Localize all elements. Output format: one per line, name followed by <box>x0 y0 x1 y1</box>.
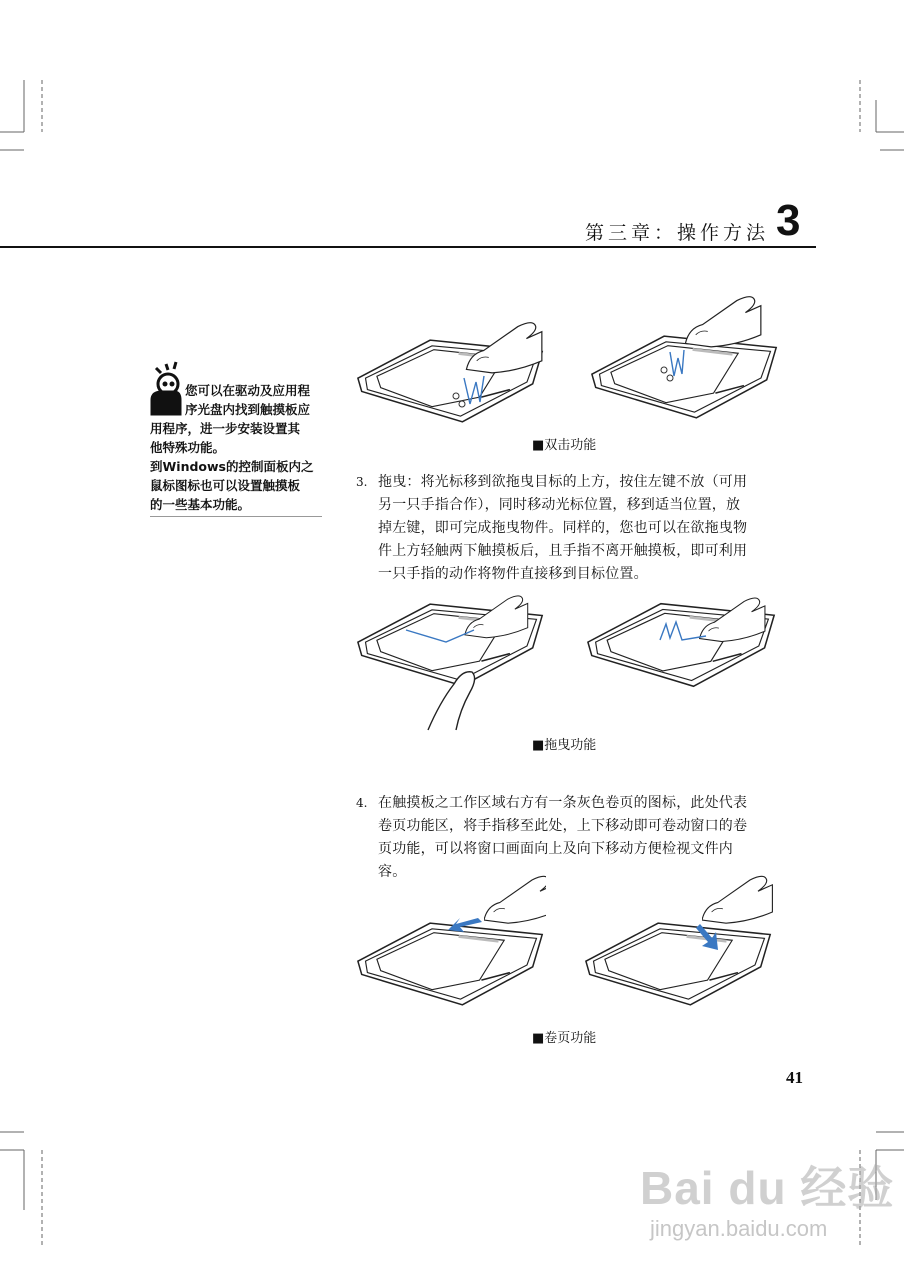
note-line-6: 鼠标图标也可以设置触摸板 <box>150 478 301 493</box>
lightbulb-note-icon <box>148 360 188 416</box>
drag-caption: ■拖曳功能 <box>532 738 597 753</box>
item-3-line-3: 掉左键，即可完成拖曳物件。同样的，您也可以在欲拖曳物 <box>378 520 748 536</box>
note-line-7: 的一些基本功能。 <box>150 497 251 512</box>
note-line-4: 他特殊功能。 <box>150 440 226 455</box>
item-3-line-5: 一只手指的动作将物件直接移到目标位置。 <box>378 566 648 582</box>
item-4-line-1: 在触摸板之工作区域右方有一条灰色卷页的图标，此处代表 <box>378 795 748 811</box>
item-3-line-2: 另一只手指合作），同时移动光标位置，移到适当位置，放 <box>378 497 741 513</box>
scroll-caption: ■卷页功能 <box>532 1031 597 1046</box>
item-4-line-2: 卷页功能区，将手指移至此处，上下移动即可卷动窗口的卷 <box>378 818 748 834</box>
page-number: 41 <box>786 1068 803 1087</box>
double-click-figure-left <box>356 318 546 430</box>
drag-figure-right <box>586 594 778 690</box>
watermark-url: jingyan.baidu.com <box>650 1216 828 1241</box>
chapter-title: 第三章：操作方法 <box>585 222 770 244</box>
baidu-watermark: Bai du 经验 <box>640 1162 895 1214</box>
item-3-line-1: 拖曳：将光标移到欲拖曳目标的上方，按住左键不放（可用 <box>378 474 748 490</box>
header-rule <box>0 246 816 248</box>
scroll-figure-right <box>584 872 774 1012</box>
item-4-line-4: 容。 <box>378 864 407 880</box>
scroll-figure-left <box>356 872 546 1012</box>
item-4-line-3: 页功能，可以将窗口画面向上及向下移动方便检视文件内 <box>378 841 733 857</box>
item-3-line-4: 件上方轻触两下触摸板后，且手指不离开触摸板，即可利用 <box>378 543 748 559</box>
double-click-figure-right <box>590 292 780 422</box>
double-click-caption: ■双击功能 <box>532 438 597 453</box>
drag-figure-left <box>356 592 546 732</box>
note-line-2: 序光盘内找到触摸板应 <box>185 402 311 417</box>
note-divider <box>150 516 322 517</box>
note-line-5: 到Windows的控制面板内之 <box>150 459 314 474</box>
note-line-3: 用程序，进一步安装设置其 <box>150 421 301 436</box>
item-4-number: 4. <box>356 796 368 810</box>
item-3-number: 3. <box>356 475 368 489</box>
chapter-number: 3 <box>776 196 801 245</box>
note-line-1: 您可以在驱动及应用程 <box>185 383 311 398</box>
